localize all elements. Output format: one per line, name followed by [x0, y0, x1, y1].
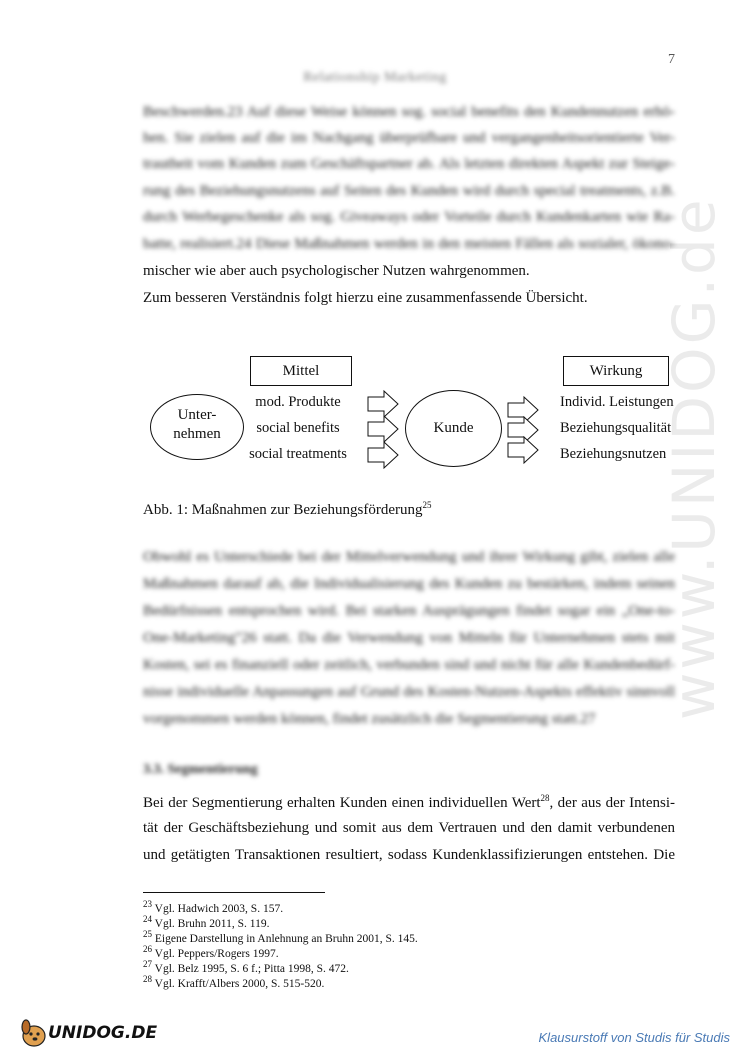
blurred-line: One-Marketing"26 statt. Da die Verwendung von Mitteln für Unternehmen stets mit — [143, 630, 675, 646]
blurred-line: hen. Sie zielen auf die im Nachgang überprüfbare und vergangenheitsorientierte Ver- — [143, 130, 675, 146]
footnote-ref: 25 — [422, 500, 432, 510]
kunde-label: Kunde — [433, 420, 474, 436]
footnote — [143, 944, 279, 960]
unternehmen-label: nehmen — [173, 426, 221, 442]
footnote-text: Eigene Darstellung in Anlehnung an Bruhn 2001, S. 145. — [154, 932, 418, 945]
footnote-number: 24 — [143, 914, 152, 924]
wirkung-box: Wirkung — [563, 356, 669, 386]
mittel-item: social benefits — [256, 420, 340, 436]
arrow-right-icon — [368, 391, 398, 417]
dog-icon — [20, 1018, 48, 1048]
footnote-number: 23 — [143, 899, 152, 909]
footnote-divider — [143, 892, 325, 893]
footnote-ref: 28 — [540, 793, 550, 803]
mittel-item: social treatments — [249, 446, 347, 462]
watermark: www.UNIDOG.de — [660, 196, 728, 720]
footnote-number: 25 — [143, 929, 152, 939]
section-heading: 3.3. Segmentierung — [143, 762, 258, 777]
footnote — [143, 899, 283, 915]
blurred-line: vorgenommen werden können, findet zusätzlich die Segmentierung statt.27 — [143, 711, 596, 727]
arrow-right-icon — [368, 416, 398, 442]
blurred-line: nisse individuelle Anpassungen auf Grund des Kosten-Nutzen-Aspekts effektiv sinnvoll — [143, 684, 675, 700]
blurred-line: Beschwerden.23 Auf diese Weise können sog. social benefits den Kundennutzen erhö- — [143, 104, 675, 120]
footnote-text: Vgl. Bruhn 2011, S. 119. — [154, 917, 270, 930]
footnote — [143, 929, 418, 945]
blurred-line: Bedürfnissen entsprochen wird. Bei starken Ausprägungen findet sogar ein „One-to- — [143, 603, 675, 619]
arrow-right-icon — [508, 417, 538, 443]
wirkung-item: Beziehungsqualität — [560, 420, 672, 436]
blurred-line: durch Werbegeschenke als sog. Giveaways oder Vorteile durch Kundenkarten wie Ra- — [143, 209, 675, 225]
footnote-text: Vgl. Peppers/Rogers 1997. — [154, 947, 279, 960]
footnote — [143, 914, 269, 930]
blurred-line: batte, realisiert.24 Diese Maßnahmen werden in den meisten Fällen als sozialer, ökono- — [143, 236, 675, 252]
wirkung-item: Beziehungsnutzen — [560, 446, 667, 462]
footnote-text: Vgl. Belz 1995, S. 6 f.; Pitta 1998, S. 472. — [154, 962, 349, 975]
logo-text: UNIDOG.DE — [48, 1023, 158, 1043]
footnote-number: 27 — [143, 959, 152, 969]
body-line: tät der Geschäftsbeziehung und somit aus dem Vertrauen und den damit verbundenen — [143, 820, 675, 836]
blurred-line: Kosten, sei es finanziell oder zeitlich, verbunden sind und nicht für alle Kundenbedürf- — [143, 657, 675, 673]
body-text: , der aus der Intensi- — [549, 795, 675, 811]
intro-line: mischer wie aber auch psychologischer Nutzen wahrgenommen. — [143, 263, 530, 279]
figure-caption — [143, 500, 432, 519]
arrow-right-icon — [508, 397, 538, 423]
footnote-text: Vgl. Hadwich 2003, S. 157. — [154, 902, 284, 915]
arrow-right-icon — [508, 437, 538, 463]
footnote — [143, 959, 349, 975]
body-line — [143, 793, 675, 812]
footnote-number: 26 — [143, 944, 152, 954]
running-head: Relationship Marketing — [303, 70, 447, 85]
mittel-box: Mittel — [250, 356, 352, 386]
footnote-number: 28 — [143, 974, 152, 984]
footnote-text: Vgl. Krafft/Albers 2000, S. 515-520. — [154, 977, 325, 990]
wirkung-item: Individ. Leistungen — [560, 394, 674, 410]
intro-line: Zum besseren Verständnis folgt hierzu eine zusammenfassende Übersicht. — [143, 290, 588, 306]
footer-tagline: Klausurstoff von Studis für Studis — [538, 1030, 730, 1045]
diagram-arrows — [0, 0, 750, 520]
blurred-line: rung des Beziehungsnutzens auf Seiten des Kunden wird durch special treatments, z.B. — [143, 183, 675, 199]
blurred-line: trautheit vom Kunden zum Geschäftspartner ab. Als letzten direkten Aspekt zur Steige- — [143, 156, 675, 172]
unidog-logo[interactable] — [20, 1018, 157, 1048]
mittel-item: mod. Produkte — [255, 394, 341, 410]
blurred-line: Maßnahmen darauf ab, die Individualisierung des Kunden zu bestärken, indem seinen — [143, 576, 675, 592]
footnote — [143, 974, 324, 990]
caption-text: Abb. 1: Maßnahmen zur Beziehungsförderung — [143, 502, 423, 518]
body-line: und getätigten Transaktionen resultiert, sodass Kundenklassifizierungen entstehen. Die — [143, 847, 675, 863]
body-text: Bei der Segmentierung erhalten Kunden einen individuellen Wert — [143, 795, 541, 811]
blurred-line: Obwohl es Unterschiede bei der Mittelverwendung und ihrer Wirkung gibt, zielen alle — [143, 549, 675, 565]
unternehmen-label: Unter- — [177, 407, 217, 423]
page-number: 7 — [668, 52, 675, 67]
arrow-right-icon — [368, 442, 398, 468]
